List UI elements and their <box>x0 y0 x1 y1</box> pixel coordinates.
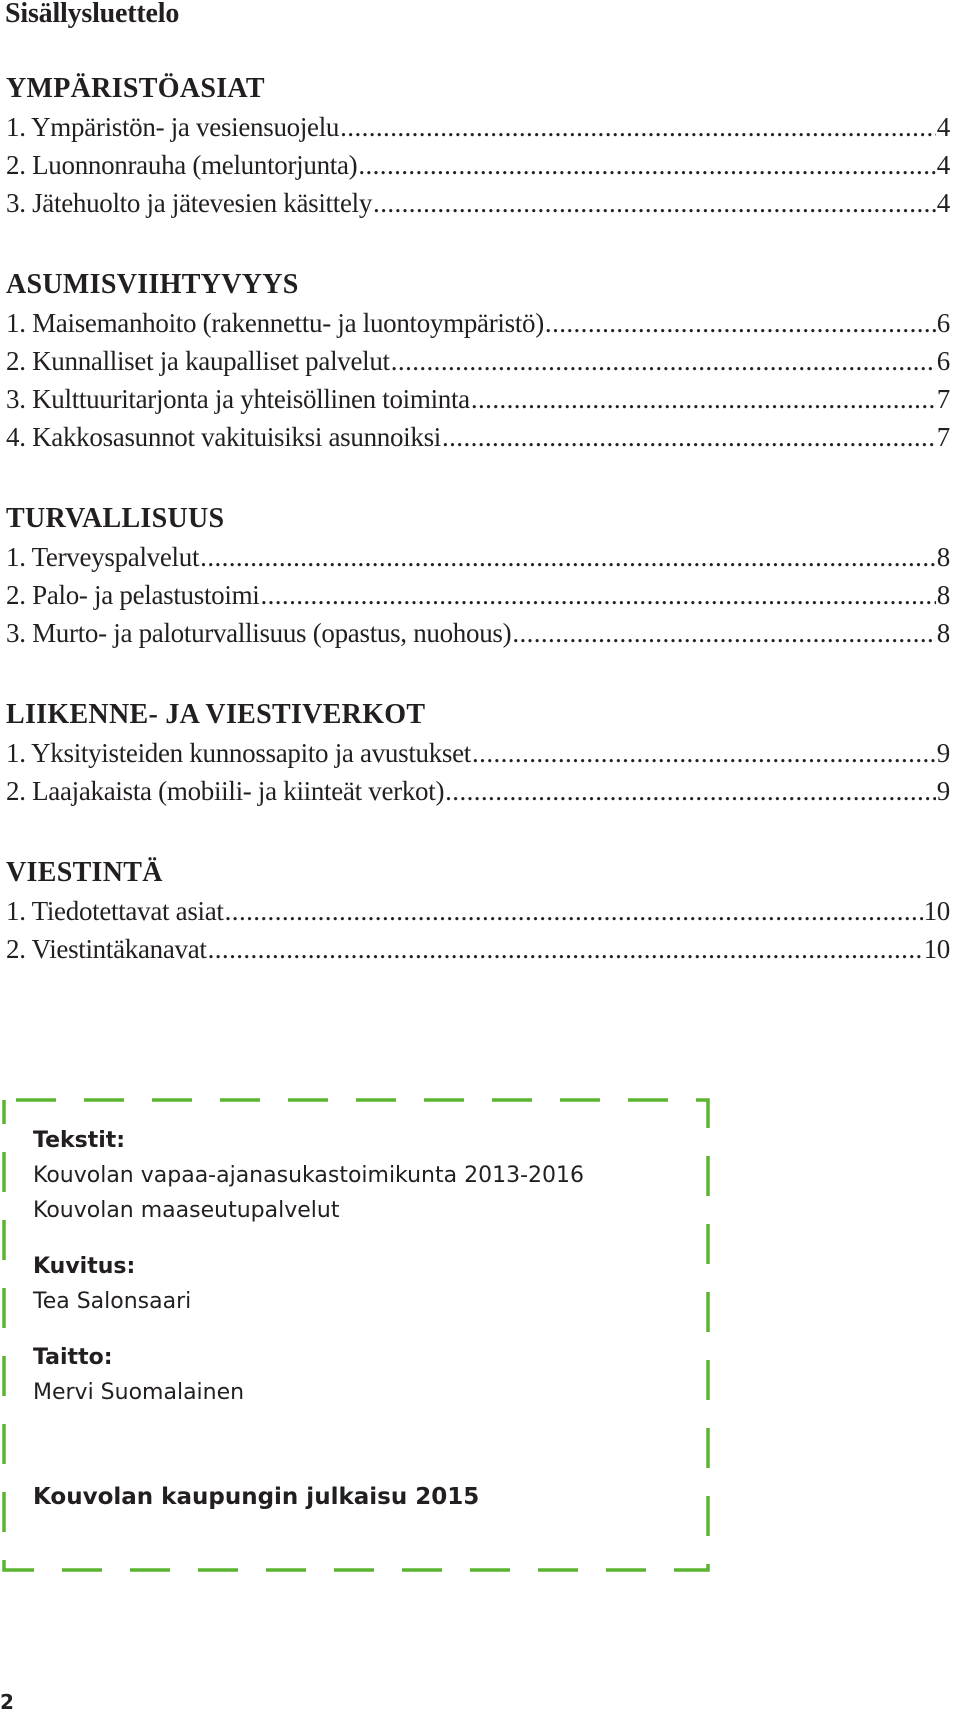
dot-leader <box>373 184 936 222</box>
entry-page-number: 6 <box>936 308 950 338</box>
entry-page-number: 7 <box>936 384 950 414</box>
entry-page-number: 6 <box>936 346 950 376</box>
dot-leader <box>208 930 923 968</box>
dot-leader <box>442 418 936 456</box>
entry-page-number: 10 <box>923 896 950 926</box>
entry-label: 3. Murto- ja paloturvallisuus (opastus, nuohous) <box>6 618 512 648</box>
credits-content <box>33 1124 693 1514</box>
toc-entry[interactable] <box>6 930 950 968</box>
entry-label: 3. Jätehuolto ja jätevesien käsittely <box>6 188 373 218</box>
credit-line: Kouvolan maaseutupalvelut <box>33 1198 340 1223</box>
section-heading: YMPÄRISTÖASIAT <box>6 73 265 104</box>
entry-label: 4. Kakkosasunnot vakituisiksi asunnoiksi <box>6 422 441 452</box>
toc-entry[interactable] <box>6 146 950 184</box>
toc-section <box>6 266 956 456</box>
table-of-contents <box>6 70 956 1012</box>
entry-label: 2. Luonnonrauha (meluntorjunta) <box>6 150 358 180</box>
entry-page-number: 9 <box>936 776 950 806</box>
dot-leader <box>225 892 923 930</box>
section-heading: TURVALLISUUS <box>6 503 225 534</box>
credit-label-illustration: Kuvitus: <box>33 1254 136 1279</box>
section-heading: VIESTINTÄ <box>6 857 163 888</box>
credit-line: Mervi Suomalainen <box>33 1380 245 1405</box>
toc-entry[interactable] <box>6 304 950 342</box>
toc-entry[interactable] <box>6 576 950 614</box>
toc-section <box>6 70 956 222</box>
entry-page-number: 8 <box>936 542 950 572</box>
dot-leader <box>260 576 935 614</box>
entry-page-number: 4 <box>936 112 950 142</box>
dot-leader <box>391 342 936 380</box>
page-title: Sisällysluettelo <box>5 0 180 29</box>
toc-entry[interactable] <box>6 418 950 456</box>
entry-label: 2. Palo- ja pelastustoimi <box>6 580 260 610</box>
toc-entry[interactable] <box>6 184 950 222</box>
toc-entry[interactable] <box>6 108 950 146</box>
toc-entry[interactable] <box>6 380 950 418</box>
toc-entry[interactable] <box>6 892 950 930</box>
credits-box <box>0 1096 712 1574</box>
toc-entry[interactable] <box>6 734 950 772</box>
entry-label: 2. Laajakaista (mobiili- ja kiinteät verkot) <box>6 776 445 806</box>
dot-leader <box>545 304 936 342</box>
entry-page-number: 9 <box>936 738 950 768</box>
toc-section <box>6 696 956 810</box>
credit-texts <box>33 1124 693 1228</box>
entry-label: 1. Maisemanhoito (rakennettu- ja luontoympäristö) <box>6 308 544 338</box>
entry-label: 1. Ympäristön- ja vesiensuojelu <box>6 112 340 142</box>
credit-line: Kouvolan vapaa-ajanasukastoimikunta 2013-2016 <box>33 1163 585 1188</box>
toc-section <box>6 500 956 652</box>
page-number: 2 <box>0 1690 14 1714</box>
credit-line: Tea Salonsaari <box>33 1289 192 1314</box>
toc-entry[interactable] <box>6 538 950 576</box>
entry-page-number: 7 <box>936 422 950 452</box>
dot-leader <box>358 146 935 184</box>
entry-label: 1. Yksityisteiden kunnossapito ja avustukset <box>6 738 472 768</box>
toc-entry[interactable] <box>6 342 950 380</box>
entry-page-number: 4 <box>936 188 950 218</box>
entry-page-number: 8 <box>936 618 950 648</box>
entry-label: 1. Tiedotettavat asiat <box>6 896 224 926</box>
dot-leader <box>340 108 936 146</box>
entry-page-number: 4 <box>936 150 950 180</box>
entry-label: 2. Kunnalliset ja kaupalliset palvelut <box>6 346 390 376</box>
credit-label-texts: Tekstit: <box>33 1128 126 1153</box>
dot-leader <box>471 380 936 418</box>
publisher-line: Kouvolan kaupungin julkaisu 2015 <box>33 1484 480 1510</box>
entry-page-number: 8 <box>936 580 950 610</box>
dot-leader <box>472 734 936 772</box>
credit-illustration <box>33 1250 693 1319</box>
dot-leader <box>200 538 936 576</box>
entry-page-number: 10 <box>923 934 950 964</box>
entry-label: 2. Viestintäkanavat <box>6 934 207 964</box>
entry-label: 3. Kulttuuritarjonta ja yhteisöllinen toiminta <box>6 384 470 414</box>
toc-entry[interactable] <box>6 614 950 652</box>
section-heading: LIIKENNE- JA VIESTIVERKOT <box>6 699 426 730</box>
dot-leader <box>445 772 936 810</box>
credit-label-layout: Taitto: <box>33 1345 113 1370</box>
entry-label: 1. Terveyspalvelut <box>6 542 200 572</box>
dot-leader <box>512 614 935 652</box>
credit-layout <box>33 1341 693 1410</box>
toc-section <box>6 854 956 968</box>
section-heading: ASUMISVIIHTYVYYS <box>6 269 299 300</box>
toc-entry[interactable] <box>6 772 950 810</box>
